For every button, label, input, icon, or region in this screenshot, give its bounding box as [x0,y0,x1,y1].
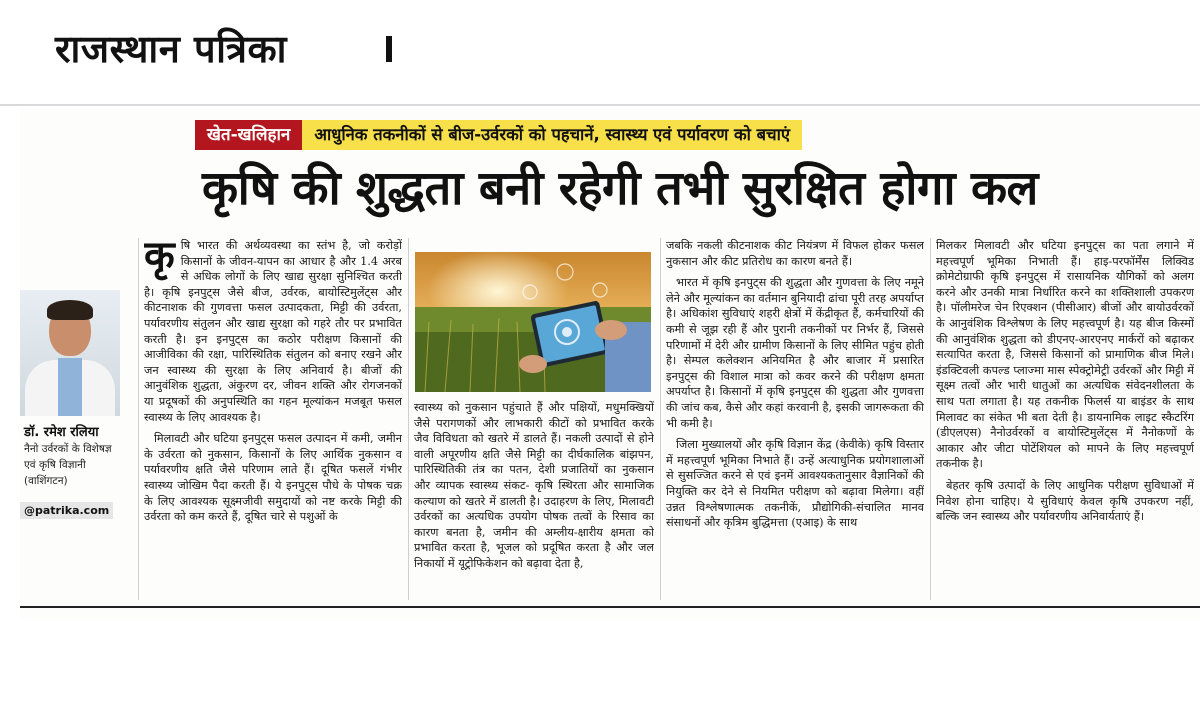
section-tag: खेत-खलिहान [195,120,302,150]
paragraph: मिलावटी और घटिया इनपुट्स फसल उत्पादन में कमी, जमीन के उर्वरता को नुकसान, किसानों के लिए आर्थिक नुकसान व पर्यावरणीय क्षति जैसे परिणाम लाते हैं। दूषित फसलें गंभीर स्वास्थ्य जोखिम पैदा करती हैं। ये इनपुट्स पौधे के पोषक चक्र के लिए आवश्यक सूक्ष्मजीवी समुदायों को नष्ट करके मिट्टी की उर्वरता को कम करते हैं, दूषित चारे से पशुओं के [144,432,402,524]
column-rule [408,238,409,600]
strapline: आधुनिक तकनीकों से बीज-उर्वरकों को पहचानें, स्वास्थ्य एवं पर्यावरण को बचाएं [302,120,802,150]
brand-cursor-bar [386,36,392,62]
article-column-2 [414,400,654,600]
kicker [195,120,802,150]
author-box [20,290,130,519]
paragraph: स्वास्थ्य को नुकसान पहुंचाते हैं और पक्षियों, मधुमक्खियों जैसे परागणकों और लाभकारी कीटों को प्रभावित करके जैव विविधता को खतरे में डालते हैं। नकली उत्पादों से होने वाली अपूरणीय क्षति जैसे मिट्टी का दीर्घकालिक बांझपन, पारिस्थितिकी तंत्र का पतन, देशी प्रजातियों का नुकसान और व्यापक स्वास्थ्य संकट- कृषि स्थिरता और सामाजिक कल्याण को खतरे में डालती है। उदाहरण के लिए, मिलावटी उर्वरकों का अत्यधिक उपयोग पोषक तत्वों के रिसाव का कारण बनता है, जमीन की अम्लीय-क्षारीय क्षमता को प्रभावित करता है, भूजल को प्रदूषित करता है और जल निकायों में यूट्रोफिकेशन को बढ़ावा देता है, [414,401,654,570]
farmer-tablet-illustration [415,252,651,392]
author-handle: @patrika.com [20,502,113,519]
headline: कृषि की शुद्धता बनी रहेगी तभी सुरक्षित होगा कल [202,161,1038,216]
column-rule [930,238,931,600]
column-rule [660,238,661,600]
author-photo [20,290,120,416]
dropcap: कृ [144,238,175,279]
newspaper-clipping [20,110,1200,620]
paragraph: जबकि नकली कीटनाशक कीट नियंत्रण में विफल होकर फसल नुकसान और कीट प्रतिरोध का कारण बनते हैं। [666,239,924,268]
author-desc-3: (वाशिंगटन) [24,475,68,487]
bottom-rule [20,606,1200,608]
author-desc-2: एवं कृषि विज्ञानी [24,459,86,471]
masthead [0,0,1200,100]
paragraph: जिला मुख्यालयों और कृषि विज्ञान केंद्र (केवीके) कृषि विस्तार में महत्त्वपूर्ण भूमिका निभाते हैं। उन्हें अत्याधुनिक प्रयोगशालाओं से सुसज्जित करने से एवं इनमें आवश्यकतानुसार वैज्ञानिकों की नियुक्ति कर देने से नियमित परीक्षण को बढ़ावा मिलेगा। वहीं उन्नत विश्लेषणात्मक तकनीकें, प्रौद्योगिकी-संचालित मानव संसाधनों और कृत्रिम बुद्धिमत्ता (एआइ) के साथ [666,438,924,530]
paragraph: बेहतर कृषि उत्पादों के लिए आधुनिक परीक्षण सुविधाओं में निवेश होना चाहिए। ये सुविधाएं केवल कृषि उपकरण नहीं, बल्कि जन स्वास्थ्य और पर्यावरणीय अनिवार्यताएं हैं। [936,478,1194,524]
paragraph: मिलकर मिलावटी और घटिया इनपुट्स का पता लगाने में महत्त्वपूर्ण भूमिका निभाती हैं। हाइ-परफॉर्मेंस लिक्विड क्रोमेटोग्राफी कृषि इनपुट्स में रासायनिक यौगिकों को अलग करने और उनकी मात्रा निर्धारित करने का शक्तिशाली उपकरण है। पॉलीमरेज चेन रिएक्शन (पीसीआर) बीजों और बायोउर्वरकों के आनुवंशिक विश्लेषण के लिए महत्त्वपूर्ण है। यह बीज किस्मों की आनुवंशिक शुद्धता को डीएनए-आरएनए मार्करों को बढ़ाकर सत्यापित करता है, जिससे किसानों को प्रामाणिक बीज मिले। इंडक्टिवली कपल्ड प्लाज्मा मास स्पेक्ट्रोमेट्री उर्वरकों और मिट्टी में सूक्ष्म तत्वों और भारी धातुओं का अत्यधिक संवेदनशीलता के साथ पता लगाता है। यह तकनीक फिलर्स या बाइंडर के साथ मिलावट का संकेत भी बता देती है। डायनामिक लाइट स्कैटरिंग (डीएलएस) नैनोउर्वरकों व बायोस्टिमुलेंट्स में नैनोकणों के आकार और जीटा पोटेंशियल को मापने के लिए महत्त्वपूर्ण तकनीक है। [936,239,1194,471]
paragraph: भारत में कृषि इनपुट्स की शुद्धता और गुणवत्ता के लिए नमूने लेने और मूल्यांकन का वर्तमान बुनियादी ढांचा पूरी तरह अपर्याप्त है। अधिकांश सुविधाएं शहरी क्षेत्रों में केंद्रीकृत हैं, कर्मचारियों की कमी से जूझ रही हैं और पुरानी तकनीकों पर निर्भर हैं, जिससे परिणामों में देरी और ग्रामीण किसानों के लिए सीमित पहुंच होती है। सेम्पल कलेक्शन अनियमित है और बाजार में प्रसारित इनपुट्स की विशाल मात्रा को कवर करने की परीक्षण क्षमता अपर्याप्त है। किसानों में कृषि इनपुट्स की शुद्धता और गुणवत्ता की जांच कब, कैसे और कहां करवानी है, इसकी जागरूकता की भी कमी है। [666,276,924,430]
article-column-1 [144,238,402,600]
paragraph: षि भारत की अर्थव्यवस्था का स्तंभ है, जो करोड़ों किसानों के जीवन-यापन का आधार है और 1.4 अरब से अधिक लोगों के लिए खाद्य सुरक्षा सुनिश्चित करती है। कृषि इनपुट्स जैसे बीज, उर्वरक, बायोस्टिमुलेंट्स और कीटनाशक की गुणवत्ता फसल उत्पादकता, मिट्टी की उर्वरता, पर्यावरणीय संतुलन और खाद्य सुरक्षा को गहरे तौर पर प्रभावित करती है। इन इनपुट्स का कठोर परीक्षण किसानों की आजीविका की रक्षा, पारिस्थितिक संतुलन को बनाए रखने और जन स्वास्थ्य की सुरक्षा के लिए अनिवार्य है। बीजों की आनुवंशिक शुद्धता, अंकुरण दर, जीवन शक्ति और रोगजनकों या प्रदूषकों की अनुपस्थिति का गहन मूल्यांकन मजबूत फसल स्वास्थ्य के लिए आवश्यक है। [144,239,402,424]
column-rule [138,238,139,600]
author-name: डॉ. रमेश रलिया [24,425,99,440]
author-desc-1: नैनो उर्वरकों के विशेषज्ञ [24,443,112,455]
brand-logo: राजस्थान पत्रिका [55,27,287,71]
masthead-divider [0,104,1200,106]
article-column-4 [936,238,1194,600]
article-column-3 [666,238,924,600]
article-photo [415,252,651,392]
